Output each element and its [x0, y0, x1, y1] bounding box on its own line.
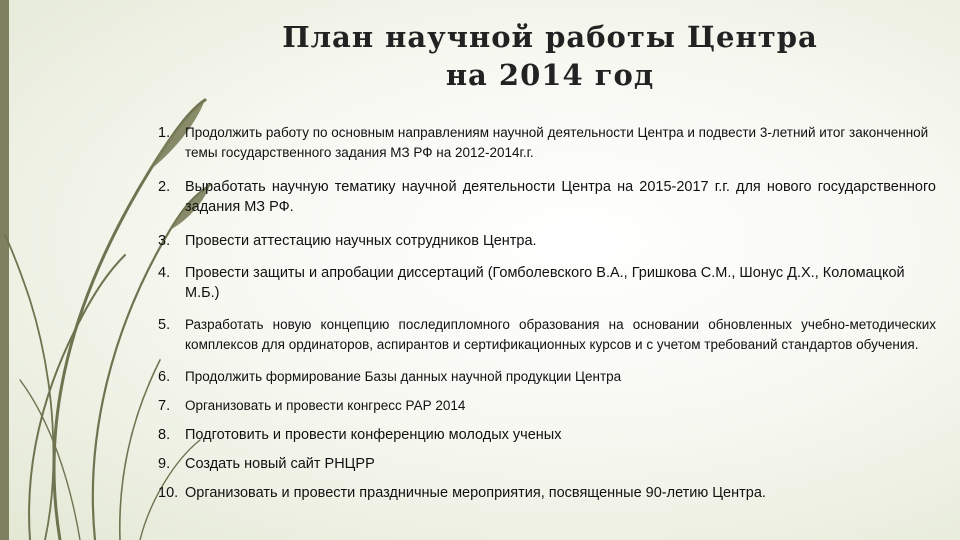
slide-title — [190, 18, 910, 94]
item-text: Выработать научную тематику научной деятельности Центра на 2015-2017 г.г. для нового государственного задания МЗ РФ. — [185, 179, 936, 215]
item-number: 10. — [158, 485, 179, 501]
title-line-2: на 2014 год — [445, 58, 655, 92]
item-text: Продолжить формирование Базы данных научной продукции Центра — [185, 369, 622, 384]
item-text: Разработать новую концепцию последипломного образования на основании обновленных учебно-методических комплексов для ординаторов, аспирантов и сертификационных курсов и с учетом требований стандартов обучения. — [185, 317, 936, 352]
item-number: 9. — [158, 456, 171, 472]
item-number: 1. — [158, 125, 171, 141]
title-line-1: План научной работы Центра — [282, 20, 818, 54]
item-text: Продолжить работу по основным направлениям научной деятельности Центра и подвести 3-летний итог законченной темы государственного задания МЗ РФ на 2012-2014г.г. — [185, 125, 929, 160]
list-item — [158, 123, 936, 163]
item-number: 5. — [158, 317, 171, 333]
item-text: Подготовить и провести конференцию молодых ученых — [185, 427, 562, 443]
list-item — [158, 425, 936, 445]
item-number: 4. — [158, 265, 171, 281]
list-item — [158, 454, 936, 474]
item-number: 7. — [158, 398, 171, 414]
list-item — [158, 483, 936, 503]
item-number: 8. — [158, 427, 171, 443]
list-item — [158, 396, 936, 416]
list-item — [158, 263, 936, 303]
item-number: 6. — [158, 369, 171, 385]
plan-list — [158, 123, 936, 503]
item-number: 2. — [158, 179, 171, 195]
list-item — [158, 315, 936, 355]
list-item — [158, 231, 936, 251]
item-text: Создать новый сайт РНЦРР — [185, 456, 375, 472]
list-item — [158, 177, 936, 217]
item-text: Провести защиты и апробации диссертаций (Гомболевского В.А., Гришкова С.М., Шонус Д.Х., Коломацкой М.Б.) — [185, 265, 905, 301]
item-text: Организовать и провести конгресс РАР 2014 — [185, 398, 466, 413]
item-number: 3. — [158, 233, 171, 249]
item-text: Организовать и провести праздничные мероприятия, посвященные 90-летию Центра. — [185, 485, 766, 501]
list-item — [158, 367, 936, 387]
item-text: Провести аттестацию научных сотрудников Центра. — [185, 233, 537, 249]
